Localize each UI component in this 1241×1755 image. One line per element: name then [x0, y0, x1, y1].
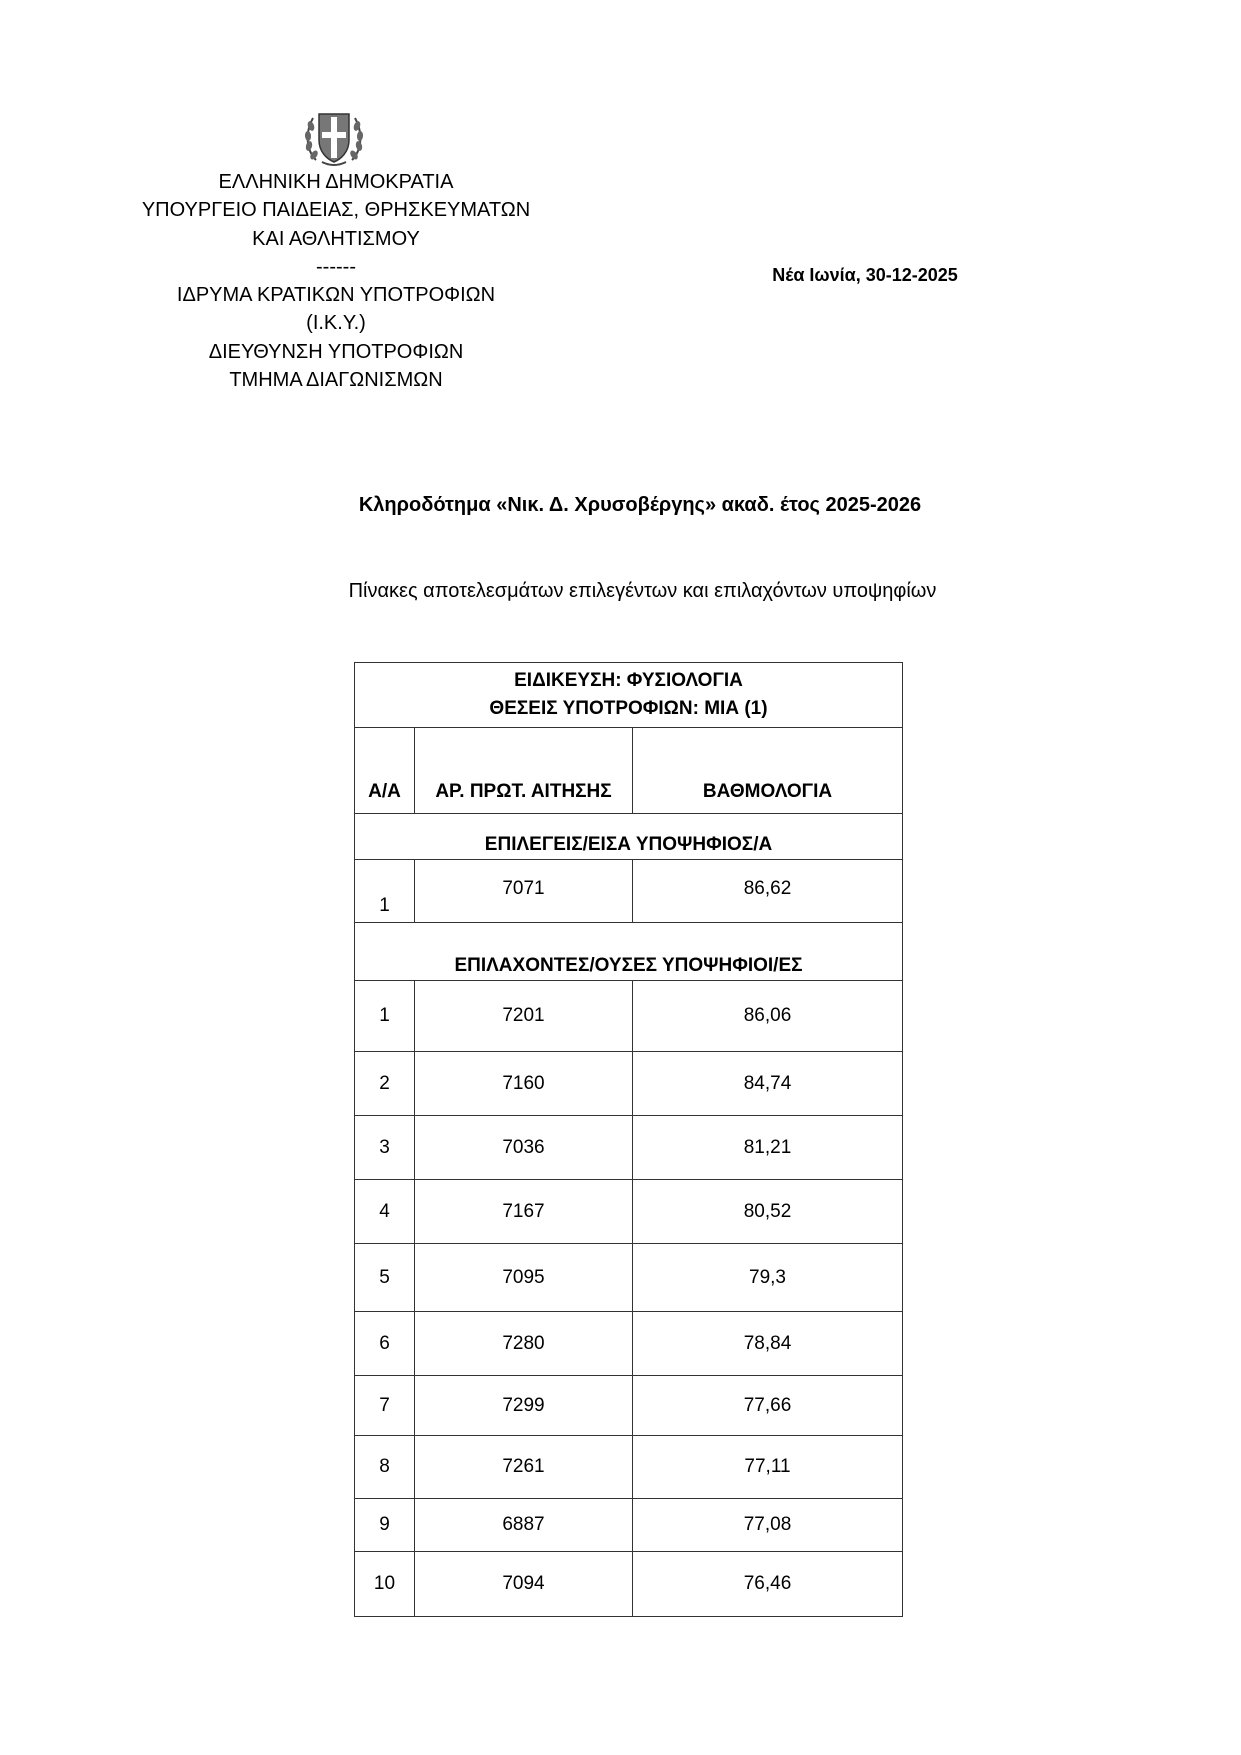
cell-protocol: 6887: [415, 1499, 633, 1552]
table-row: [355, 1312, 903, 1376]
cell-protocol: 7299: [415, 1376, 633, 1436]
table-row: [355, 1552, 903, 1617]
org-line: (Ι.Κ.Υ.): [306, 312, 366, 335]
selected-heading-row: [355, 814, 903, 860]
table-row: [355, 1436, 903, 1499]
cell-protocol: 7201: [415, 981, 633, 1052]
cell-aa: 9: [355, 1499, 415, 1552]
organization-header: [120, 168, 552, 394]
column-header-row: [355, 728, 903, 814]
cell-aa: 2: [355, 1052, 415, 1116]
org-line: ΤΜΗΜΑ ΔΙΑΓΩΝΙΣΜΩΝ: [229, 369, 443, 392]
results-table: [354, 662, 903, 1617]
org-line: ΚΑΙ ΑΘΛΗΤΙΣΜΟΥ: [252, 227, 420, 250]
table-row: [355, 1244, 903, 1312]
cell-score: 80,52: [633, 1180, 903, 1244]
cell-protocol: 7167: [415, 1180, 633, 1244]
cell-score: 86,62: [633, 860, 903, 923]
org-separator: ------: [316, 255, 356, 278]
selected-heading: ΕΠΙΛΕΓΕΙΣ/ΕΙΣΑ ΥΠΟΨΗΦΙΟΣ/Α: [355, 814, 903, 860]
cell-aa: 10: [355, 1552, 415, 1617]
org-line: ΔΙΕΥΘΥΝΣΗ ΥΠΟΤΡΟΦΙΩΝ: [208, 340, 464, 363]
cell-protocol: 7160: [415, 1052, 633, 1116]
cell-protocol: 7261: [415, 1436, 633, 1499]
table-row: [355, 1180, 903, 1244]
greek-coat-of-arms-icon: [302, 104, 366, 170]
org-line: ΥΠΟΥΡΓΕΙΟ ΠΑΙΔΕΙΑΣ, ΘΡΗΣΚΕΥΜΑΤΩΝ: [141, 199, 531, 222]
cell-aa: 1: [355, 981, 415, 1052]
cell-score: 81,21: [633, 1116, 903, 1180]
cell-score: 77,08: [633, 1499, 903, 1552]
table-row: [355, 860, 903, 923]
table-row: [355, 1052, 903, 1116]
cell-score: 79,3: [633, 1244, 903, 1312]
table-row: [355, 981, 903, 1052]
cell-score: 77,11: [633, 1436, 903, 1499]
document-date: Νέα Ιωνία, 30-12-2025: [772, 265, 958, 285]
cell-aa: 6: [355, 1312, 415, 1376]
document-subtitle: Πίνακες αποτελεσμάτων επιλεγέντων και επιλαχόντων υποψηφίων: [348, 580, 937, 602]
runners-up-heading-row: [355, 923, 903, 981]
cell-aa: 5: [355, 1244, 415, 1312]
cell-aa: 4: [355, 1180, 415, 1244]
document-title: Κληροδότημα «Νικ. Δ. Χρυσοβέργης» ακαδ. έτος 2025-2026: [358, 494, 922, 516]
cell-protocol: 7071: [415, 860, 633, 923]
cell-score: 76,46: [633, 1552, 903, 1617]
cell-score: 84,74: [633, 1052, 903, 1116]
cell-protocol: 7094: [415, 1552, 633, 1617]
table-row: [355, 1499, 903, 1552]
cell-protocol: 7095: [415, 1244, 633, 1312]
cell-aa: 7: [355, 1376, 415, 1436]
table-row: [355, 1116, 903, 1180]
table-row: [355, 1376, 903, 1436]
column-header-protocol: ΑΡ. ΠΡΩΤ. ΑΙΤΗΣΗΣ: [415, 728, 633, 814]
cell-score: 86,06: [633, 981, 903, 1052]
positions-label: ΘΕΣΕΙΣ ΥΠΟΤΡΟΦΙΩΝ: ΜΙΑ (1): [489, 698, 768, 719]
runners-up-heading: ΕΠΙΛΑΧΟΝΤΕΣ/ΟΥΣΕΣ ΥΠΟΨΗΦΙΟΙ/ΕΣ: [355, 923, 903, 981]
cell-aa: 3: [355, 1116, 415, 1180]
cell-score: 77,66: [633, 1376, 903, 1436]
cell-protocol: 7280: [415, 1312, 633, 1376]
org-line: ΕΛΛΗΝΙΚΗ ΔΗΜΟΚΡΑΤΙΑ: [218, 171, 454, 193]
cell-score: 78,84: [633, 1312, 903, 1376]
table-header-row: [355, 663, 903, 728]
specialty-cell: [355, 663, 903, 728]
column-header-score: ΒΑΘΜΟΛΟΓΙΑ: [633, 728, 903, 814]
org-line: ΙΔΡΥΜΑ ΚΡΑΤΙΚΩΝ ΥΠΟΤΡΟΦΙΩΝ: [176, 284, 496, 307]
cell-aa: 1: [355, 860, 415, 923]
column-header-aa: Α/Α: [355, 728, 415, 814]
specialty-label: ΕΙΔΙΚΕΥΣΗ: ΦΥΣΙΟΛΟΓΙΑ: [514, 670, 743, 691]
cell-protocol: 7036: [415, 1116, 633, 1180]
cell-aa: 8: [355, 1436, 415, 1499]
